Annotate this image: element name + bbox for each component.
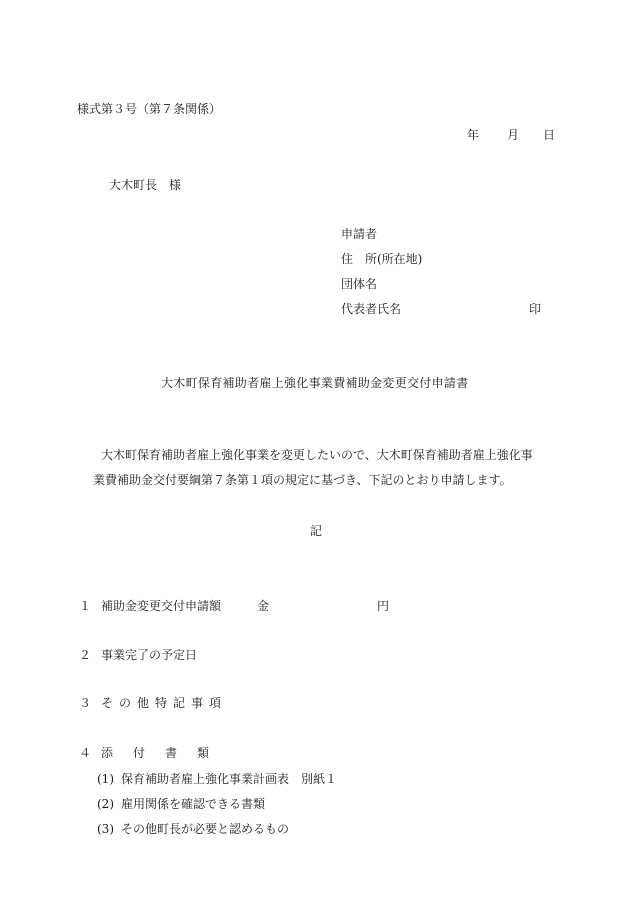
form-number: 様式第３号（第７条関係）	[77, 102, 222, 116]
attachment-2-number: (2)	[97, 797, 114, 811]
applicant-org: 団体名	[341, 277, 378, 291]
item-3-label: その他特記事項	[101, 696, 228, 710]
attachment-3-text: その他町長が必要と認めるもの	[121, 822, 290, 836]
item-4-label: 添付書類	[101, 746, 230, 760]
attachment-2-text: 雇用関係を確認できる書類	[121, 797, 266, 811]
body-line-1: 大木町保育補助者雇上強化事業を変更したいので、大木町保育補助者雇上強化事	[101, 448, 533, 462]
recipient: 大木町長 様	[109, 178, 182, 192]
item-1-label: 補助金変更交付申請額	[101, 599, 222, 613]
item-1-yen: 円	[377, 599, 390, 613]
item-3-number: ３	[79, 696, 92, 710]
applicant-label: 申請者	[341, 227, 378, 241]
attachment-1-text: 保育補助者雇上強化事業計画表 別紙１	[121, 772, 338, 786]
attachment-1-number: (1)	[97, 772, 114, 786]
item-4-number: ４	[79, 746, 92, 760]
item-1-number: １	[79, 599, 92, 613]
date-month: 月	[507, 128, 520, 142]
document-title: 大木町保育補助者雇上強化事業費補助金変更交付申請書	[161, 376, 469, 390]
item-2-label: 事業完了の予定日	[101, 648, 198, 662]
item-1-kin: 金	[257, 599, 270, 613]
body-line-2: 業費補助金交付要綱第７条第１項の規定に基づき、下記のとおり申請します。	[93, 473, 512, 487]
date-day: 日	[543, 128, 556, 142]
attachment-3-number: (3)	[97, 822, 114, 836]
date-year: 年	[467, 128, 480, 142]
ki-heading: 記	[310, 524, 323, 538]
applicant-address: 住 所(所在地)	[341, 252, 423, 266]
seal-mark: 印	[529, 302, 542, 316]
applicant-rep: 代表者氏名	[341, 302, 402, 316]
item-2-number: ２	[79, 648, 92, 662]
